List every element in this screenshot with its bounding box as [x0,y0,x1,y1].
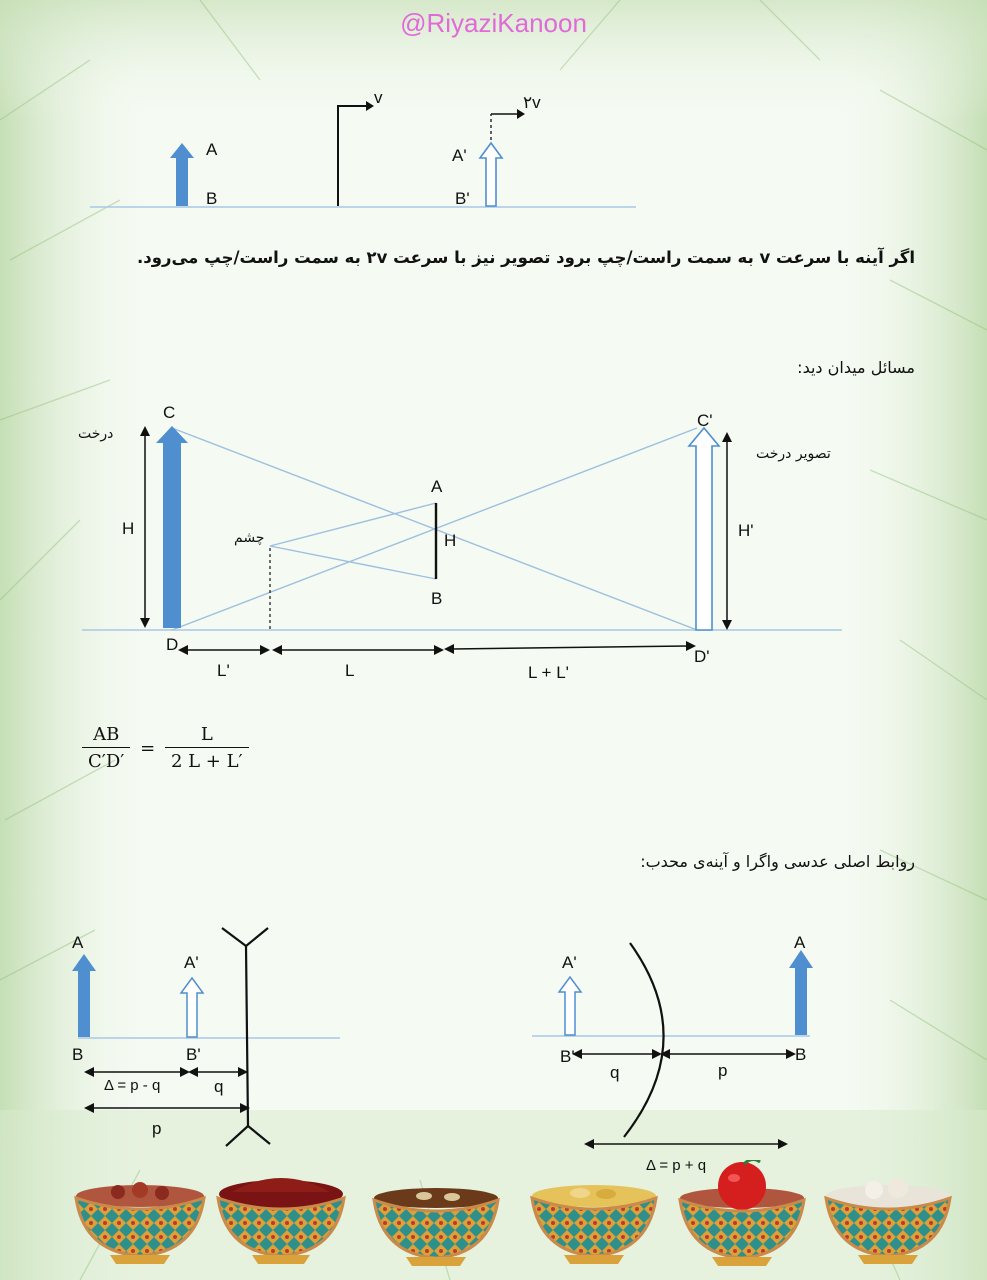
label-C: C [163,403,176,422]
mirror-speed-statement: اگر آینه با سرعت v به سمت راست/چپ برود تصویر نیز با سرعت ۲v به سمت راست/چپ می‌رود. [136,248,915,267]
label-B: B [431,589,443,608]
label-L-plus-L-prime: L + L' [528,663,569,682]
bowl-garlic [826,1178,950,1264]
label-tree: درخت [78,426,114,442]
numerator-left: AB [82,724,130,748]
lens-object-arrow [72,954,96,1037]
label-H-prime: H' [738,521,754,540]
label-B: B [206,189,218,208]
label-v: v [374,88,383,107]
lens-label-q: q [214,1077,224,1096]
label-eye: چشم [234,530,265,546]
bowl-apple [680,1160,804,1266]
bowl-senjed [532,1185,656,1264]
mirror-label-q: q [610,1063,620,1082]
label-tree-image: تصویر درخت [756,446,831,462]
channel-handle: @RiyaziKanoon [400,8,587,38]
mirror-label-delta: Δ = p + q [646,1157,707,1174]
label-2v: ۲v [523,93,541,112]
bowl-sumac [218,1178,344,1264]
mirror-label-A-prime: A' [562,953,577,972]
bowl-dates [76,1182,204,1264]
field-of-view-title: مسائل میدان دید: [797,358,915,377]
mirror-object-arrow [789,950,813,1035]
denominator-left: C′D′ [88,751,125,772]
label-H-mirror: H [444,531,457,550]
lens-label-delta: Δ = p - q [104,1077,161,1094]
lens-label-B-prime: B' [186,1045,201,1064]
diverging-lens [222,928,270,1146]
bowl-samanu [374,1188,498,1266]
lens-label-A: A [72,933,84,952]
label-C-prime: C' [697,411,713,430]
label-A: A [206,140,218,159]
convex-mirror [624,943,664,1137]
mirror-label-A: A [794,933,806,952]
mirror-label-B-prime: B' [560,1047,575,1066]
lens-label-p: p [152,1119,162,1138]
label-A: A [431,477,443,496]
mirror-label-B: B [795,1045,807,1064]
label-H: H [122,519,135,538]
diverging-lens-diagram [72,928,340,1146]
decorative-bowls [0,1160,987,1280]
label-A-prime: A' [452,146,467,165]
lens-label-A-prime: A' [184,953,199,972]
label-L-prime: L' [217,661,230,680]
label-D-prime: D' [694,647,710,666]
mirror-image-arrow [559,977,581,1035]
convex-mirror-diagram [532,933,813,1174]
equals-sign: = [140,737,156,759]
mirror-label-p: p [718,1061,728,1080]
label-B-prime: B' [455,189,470,208]
lens-image-arrow [181,978,203,1037]
label-L: L [345,661,355,680]
denominator-right: 2 L + L′ [170,751,243,772]
lens-label-B: B [72,1045,84,1064]
lens-mirror-title: روابط اصلی عدسی واگرا و آینه‌ی محدب: [640,852,915,871]
label-D: D [166,635,179,654]
numerator-right: L [165,724,249,748]
